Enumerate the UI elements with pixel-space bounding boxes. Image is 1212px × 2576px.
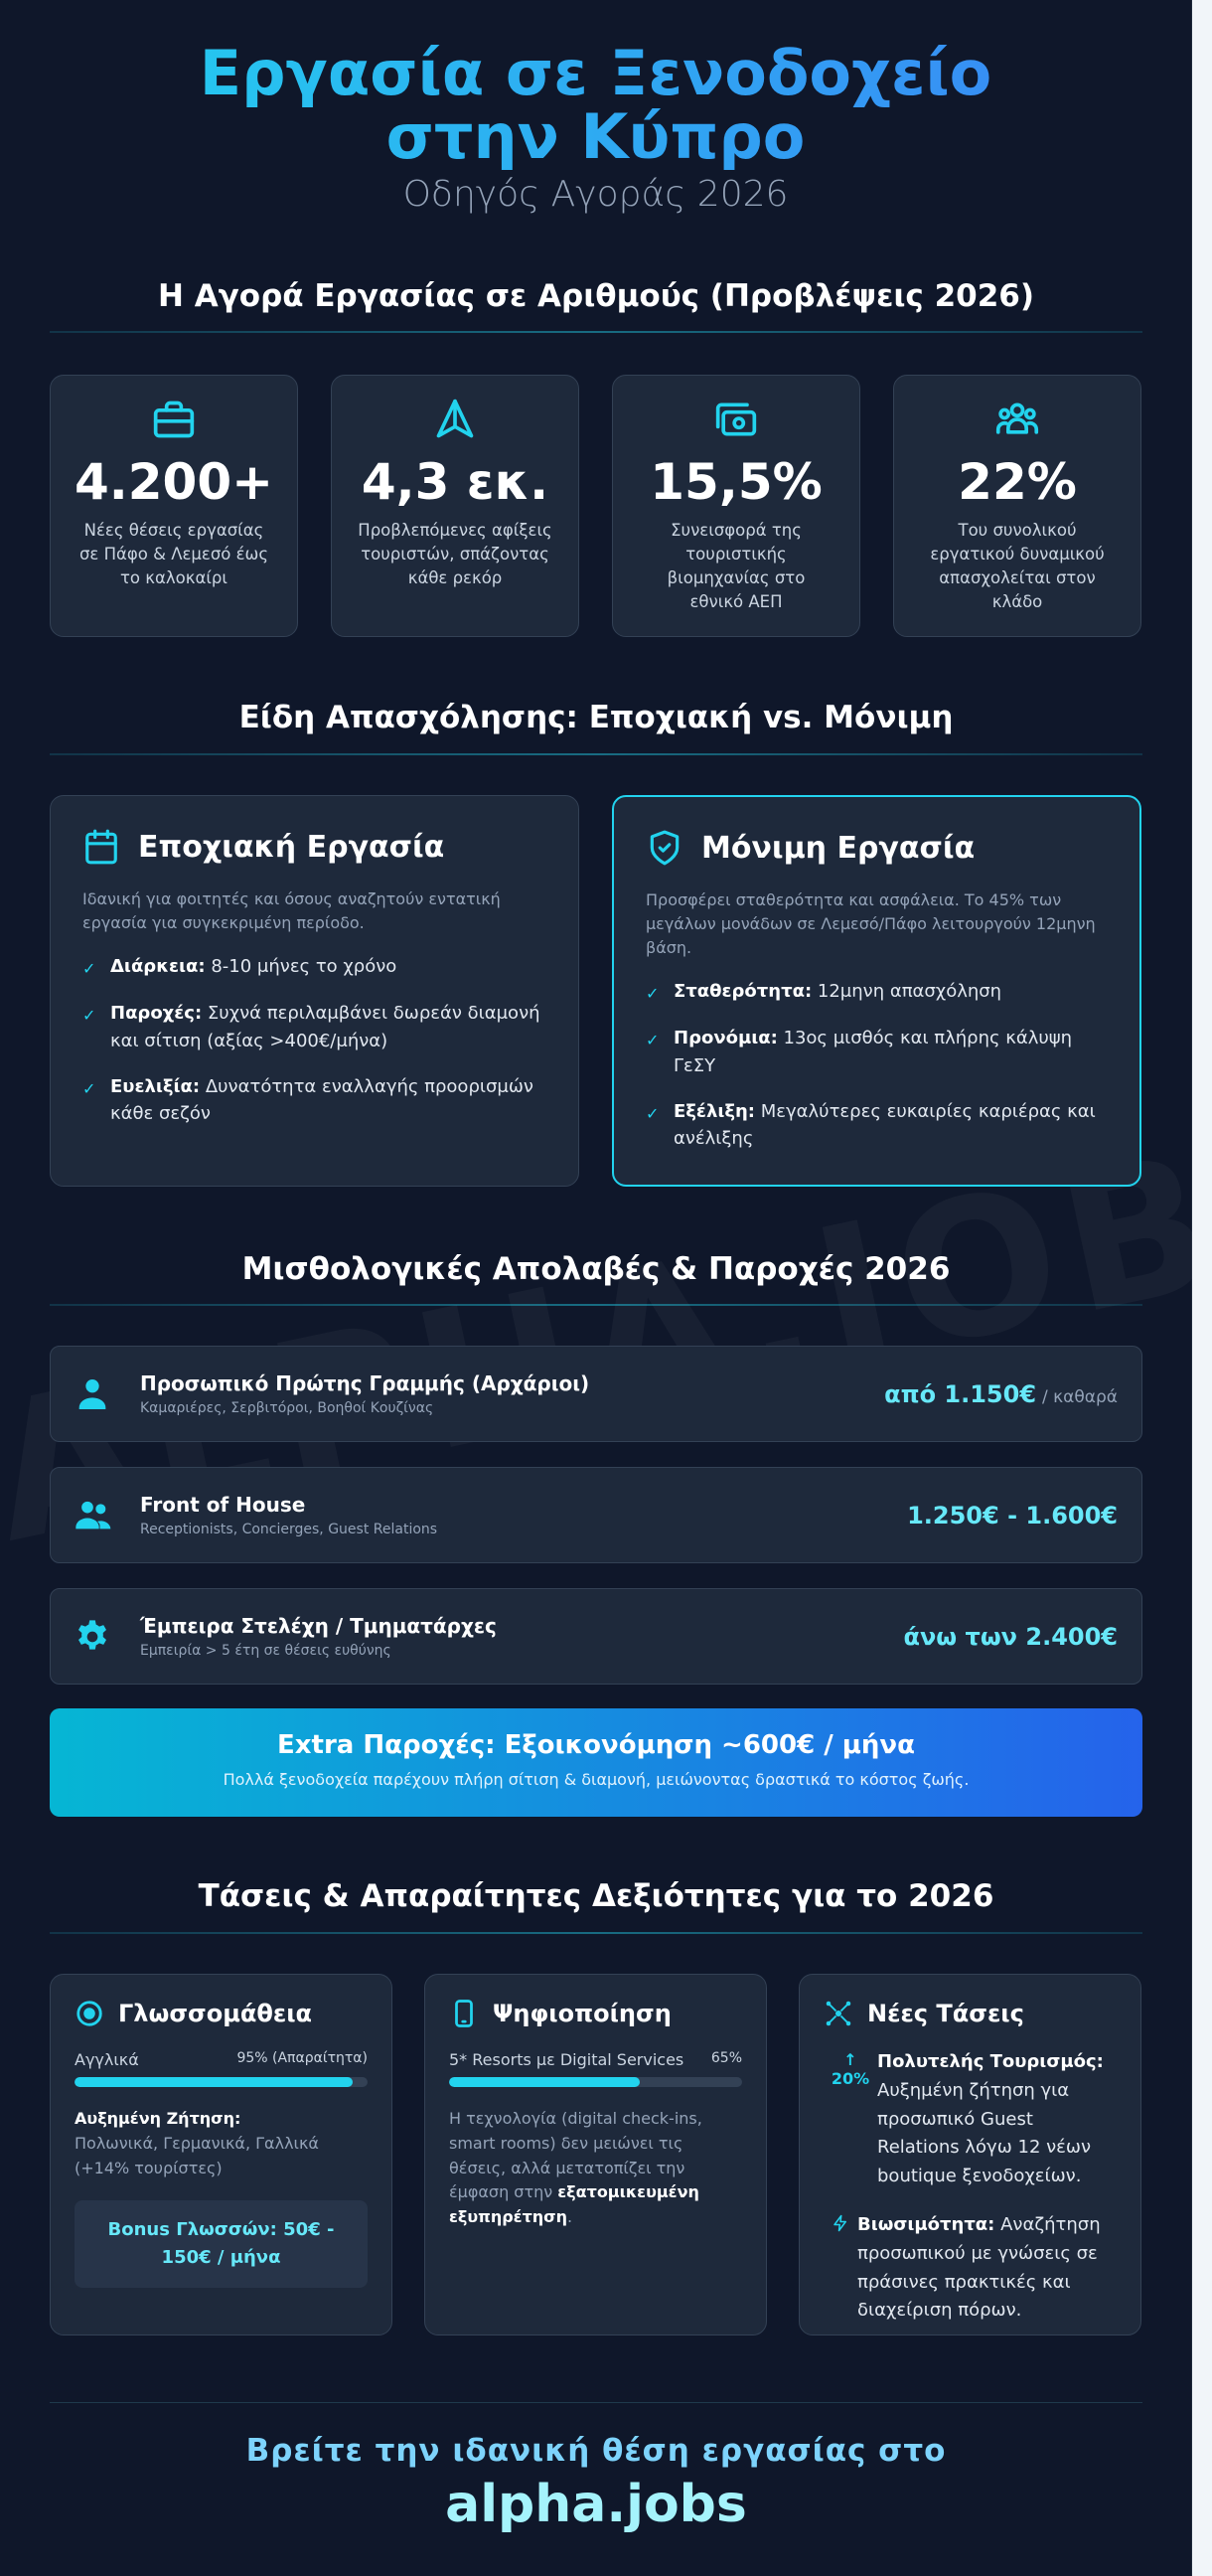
section-divider <box>50 1304 1142 1306</box>
seasonal-card <box>50 795 579 1187</box>
lightning-icon <box>824 2211 857 2326</box>
stat-card-arrivals <box>331 375 579 637</box>
bar-label: 5* Resorts με Digital Services <box>449 2050 684 2069</box>
shield-check-icon <box>646 829 683 867</box>
salary-roles-sub: Καμαριέρες, Σερβιτόροι, Βοηθοί Κουζίνας <box>140 1400 434 1416</box>
check-icon: ✓ <box>82 959 96 978</box>
seasonal-desc: Ιδανική για φοιτητές και όσους αναζητούν εντατική εργασία για συγκεκριμένη περίοδο. <box>82 889 501 932</box>
stat-value: 15,5% <box>650 453 823 511</box>
footer-divider <box>50 2402 1142 2403</box>
footer-tagline: Βρείτε την ιδανική θέση εργασίας στο <box>245 2433 947 2469</box>
stat-label: Νέες θέσεις εργασίας σε Πάφο & Λεμεσό έως το καλοκαίρι <box>78 521 269 587</box>
languages-card <box>50 1974 392 2335</box>
digital-note: Η τεχνολογία (digital check-ins, smart rooms) δεν μειώνει τις θέσεις, αλλά μετατοπίζει την έμφαση στην εξατομικευμένη εξυπηρέτηση. <box>449 2109 702 2227</box>
check-icon: ✓ <box>82 1005 96 1025</box>
stat-card-gdp <box>612 375 860 637</box>
users-icon <box>995 398 1039 441</box>
digital-card <box>424 1974 767 2335</box>
page-subtitle: Οδηγός Αγοράς 2026 <box>402 173 789 215</box>
salary-roles-sub: Εμπειρία > 5 έτη σε θέσεις ευθύνης <box>140 1643 391 1659</box>
page-edge <box>1192 0 1212 2576</box>
list-item: ✓ Διάρκεια: 8-10 μήνες το χρόνο <box>82 953 548 982</box>
extra-benefits-sub: Πολλά ξενοδοχεία παρέχουν πλήρη σίτιση & διαμονή, μειώνοντας δραστικά το κόστος ζωής. <box>223 1770 970 1789</box>
employment-section-title: Είδη Απασχόλησης: Εποχιακή vs. Μόνιμη <box>238 700 954 735</box>
trends-section-title: Τάσεις & Απαραίτητες Δεξιότητες για το 2026 <box>198 1878 994 1914</box>
permanent-desc: Προσφέρει σταθερότητα και ασφάλεια. Το 45% των μεγάλων μονάδων σε Λεμεσό/Πάφο λειτουργούν 12μηνη βάση. <box>646 890 1096 957</box>
market-section-title: Η Αγορά Εργασίας σε Αριθμούς (Προβλέψεις 2026) <box>157 278 1035 314</box>
permanent-card <box>612 795 1141 1187</box>
languages-note: Αυξημένη Ζήτηση: Πολωνικά, Γερμανικά, Γαλλικά (+14% τουρίστες) <box>75 2109 319 2177</box>
bar-percent: 65% <box>710 2050 742 2066</box>
permanent-title: Μόνιμη Εργασία <box>701 830 976 866</box>
bar-label: Αγγλικά <box>75 2050 139 2069</box>
new-trends-title: Νέες Τάσεις <box>867 2000 1024 2027</box>
check-icon: ✓ <box>82 1078 96 1098</box>
progress-fill <box>75 2077 353 2087</box>
list-item: ✓ Σταθερότητα: 12μηνη απασχόληση <box>646 978 1110 1007</box>
briefcase-icon <box>152 398 196 441</box>
trend-luxury: ↑ 20% Πολυτελής Τουρισμός: Αυξημένη ζήτηση για προσωπικό Guest Relations λόγω 12 νέων boutique ξενοδοχείων. <box>800 2028 1140 2191</box>
salary-amount: άνω των 2.400€ <box>903 1622 1118 1651</box>
luxury-percent: 20% <box>831 2069 870 2088</box>
section-divider <box>50 753 1142 755</box>
salaries-section-title: Μισθολογικές Απολαβές & Παροχές 2026 <box>241 1251 951 1287</box>
salary-unit: / καθαρά <box>1042 1386 1118 1407</box>
check-icon: ✓ <box>646 984 660 1003</box>
check-icon: ✓ <box>646 1030 660 1049</box>
sparkles-icon <box>824 1999 853 2028</box>
person-icon <box>73 1374 112 1414</box>
salary-roles-sub: Receptionists, Concierges, Guest Relations <box>140 1522 438 1537</box>
salary-role: Προσωπικό Πρώτης Γραμμής (Αρχάριοι) <box>140 1371 590 1395</box>
seasonal-list <box>51 953 578 1128</box>
header <box>0 0 1191 215</box>
bar-percent: 95% (Απαραίτητα) <box>236 2050 368 2066</box>
extra-benefits-title: Extra Παροχές: Εξοικονόμηση ~600€ / μήνα <box>276 1730 915 1760</box>
stat-label: Προβλεπόμενες αφίξεις τουριστών, σπάζοντας κάθε ρεκόρ <box>358 521 552 587</box>
check-icon: ✓ <box>646 1103 660 1123</box>
list-item: ✓ Παροχές: Συχνά περιλαμβάνει δωρεάν διαμονή και σίτιση (αξίας >400€/μήνα) <box>82 1000 548 1055</box>
trend-sustainability: Βιωσιμότητα: Αναζήτηση προσωπικού με γνώσεις σε πράσινες πρακτικές και διαχείριση πόρων. <box>800 2191 1140 2326</box>
section-divider <box>50 1932 1142 1934</box>
languages-title: Γλωσσομάθεια <box>118 2000 313 2027</box>
stat-label: Συνεισφορά της τουριστικής βιομηχανίας στο εθνικό ΑΕΠ <box>667 521 806 611</box>
stat-card-workforce <box>893 375 1141 637</box>
salary-role: Έμπειρα Στελέχη / Τμηματάρχες <box>140 1614 497 1638</box>
english-progress-bar <box>75 2077 368 2087</box>
calendar-icon <box>82 828 120 866</box>
salary-row-front <box>50 1467 1142 1563</box>
money-icon <box>714 398 758 441</box>
stat-card-jobs <box>50 375 298 637</box>
extra-benefits-banner <box>50 1708 1142 1817</box>
list-item: ✓ Ευελιξία: Δυνατότητα εναλλαγής προορισμών κάθε σεζόν <box>82 1073 548 1129</box>
stat-value: 4,3 εκ. <box>361 453 549 511</box>
progress-fill <box>449 2077 640 2087</box>
gear-icon <box>73 1617 112 1657</box>
language-icon <box>75 1999 104 2028</box>
list-item: ✓ Εξέλιξη: Μεγαλύτερες ευκαιρίες καριέρας και ανέλιξης <box>646 1098 1110 1154</box>
smartphone-icon <box>449 1999 479 2028</box>
salary-row-entry <box>50 1346 1142 1442</box>
salary-row-senior <box>50 1588 1142 1685</box>
salary-amount: 1.250€ - 1.600€ <box>907 1501 1118 1530</box>
seasonal-title: Εποχιακή Εργασία <box>138 829 445 865</box>
language-bonus-box: Bonus Γλωσσών: 50€ - 150€ / μήνα <box>75 2200 368 2288</box>
new-trends-card <box>799 1974 1141 2335</box>
permanent-list <box>614 978 1139 1153</box>
page-title: Εργασία σε Ξενοδοχείο στην Κύπρο <box>0 42 1191 170</box>
salary-amount: από 1.150€ <box>884 1379 1037 1408</box>
section-divider <box>50 331 1142 333</box>
footer-brand-link[interactable]: alpha.jobs <box>445 2475 747 2534</box>
navigation-icon <box>433 398 477 441</box>
digital-title: Ψηφιοποίηση <box>493 2000 672 2027</box>
group-icon <box>73 1496 112 1535</box>
salary-role: Front of House <box>140 1493 306 1517</box>
stat-label: Του συνολικού εργατικού δυναμικού απασχολείται στον κλάδο <box>930 521 1105 611</box>
list-item: ✓ Προνόμια: 13ος μισθός και πλήρης κάλυψη ΓεΣΥ <box>646 1025 1110 1080</box>
stat-value: 4.200+ <box>74 453 274 511</box>
digital-progress-bar <box>449 2077 742 2087</box>
stat-value: 22% <box>958 453 1077 511</box>
trend-up-icon: ↑ 20% <box>831 2050 870 2088</box>
